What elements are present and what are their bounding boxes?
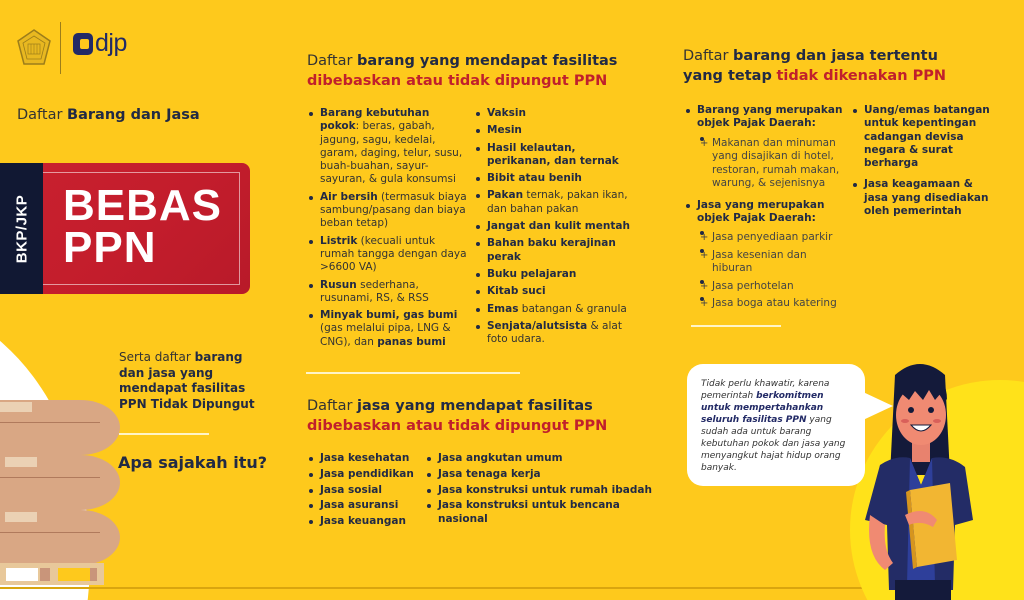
list-item: Jasa keagamaan & jasa yang disediakan oleh pemerintah	[851, 178, 991, 218]
list-item: Minyak bumi, gas bumi (gas melalui pipa, LNG & CNG), dan panas bumi	[307, 309, 467, 349]
banner-title	[63, 181, 223, 272]
section-separator	[691, 325, 781, 327]
list-item: Barang yang merupakan objek Pajak Daerah: + Makanan dan minuman yang disajikan di hotel, restoran, rumah makan, warung, & sejenisnya	[684, 104, 849, 191]
heading-prefix: Daftar	[683, 48, 729, 64]
left-subtitle	[17, 107, 200, 123]
list-item: Kitab suci	[474, 285, 634, 298]
list-item: Jasa kesehatan	[307, 452, 427, 465]
sack-illustration	[0, 510, 120, 565]
caption-bold: barang dan jasa yang mendapat fasilitas PPN Tidak Dipungut	[119, 350, 255, 411]
pallet-illustration	[0, 563, 104, 585]
list-item: Jasa sosial	[307, 484, 427, 497]
sub-list-item: + Jasa boga atau katering	[684, 297, 849, 311]
list-item: Senjata/alutsista & alat foto udara.	[474, 320, 634, 347]
list-item: Bahan baku kerajinan perak	[474, 237, 634, 264]
list-item: Jasa asuransi	[307, 499, 427, 512]
list-item: Uang/emas batangan untuk kepentingan cadangan devisa negara & surat berharga	[851, 104, 991, 170]
list-item: Jasa yang merupakan objek Pajak Daerah: + Jasa penyediaan parkir + Jasa kesenian dan hiburan + Jasa perhotelan + Jasa boga atau katering	[684, 199, 849, 311]
barang-heading	[307, 51, 617, 91]
banner-line-1: BEBAS	[63, 181, 223, 230]
heading-red: tidak dikenakan PPN	[776, 68, 946, 84]
barang-list-col1	[307, 107, 467, 353]
barang-list-col2	[474, 107, 634, 350]
sack-illustration	[0, 455, 120, 510]
jasa-heading	[307, 396, 607, 436]
sub-list-item: + Jasa penyediaan parkir	[684, 231, 849, 245]
tertentu-list-col1	[684, 104, 849, 315]
caption-prefix: Serta daftar	[119, 350, 191, 364]
sub-list	[697, 137, 849, 191]
heading-bold: barang dan jasa tertentu	[733, 48, 938, 64]
banner-side-label	[0, 163, 43, 294]
heading-red: dibebaskan atau tidak dipungut PPN	[307, 418, 608, 434]
speech-bubble-tail	[863, 392, 893, 420]
list-item: Listrik (kecuali untuk rumah tangga dengan daya >6600 VA)	[307, 235, 467, 275]
list-item: Emas batangan & granula	[474, 303, 634, 316]
jasa-list-col2	[425, 452, 655, 528]
sack-tag	[0, 402, 32, 412]
section-separator	[306, 372, 520, 374]
banner-main	[43, 163, 250, 294]
subtitle-prefix: Daftar	[17, 107, 63, 123]
left-question: Apa sajakah itu?	[118, 453, 268, 472]
kemenkeu-emblem-icon	[16, 28, 52, 68]
tertentu-heading	[683, 46, 946, 86]
list-item: Air bersih (termasuk biaya sambung/pasang dan biaya beban tetap)	[307, 191, 467, 231]
heading-bold-2: yang tetap	[683, 68, 772, 84]
sub-list-item: + Jasa perhotelan	[684, 280, 849, 294]
bebas-ppn-banner	[0, 163, 250, 294]
speech-bubble	[687, 364, 865, 486]
sack-tag	[5, 457, 37, 467]
list-item: Barang kebutuhan pokok: beras, gabah, jagung, sagu, kedelai, garam, daging, telur, susu, buah-buahan, sayur-sayuran, & gula konsumsi	[307, 107, 467, 187]
banner-side-text: BKP/JKP	[13, 194, 30, 263]
list-item: Jasa angkutan umum	[425, 452, 655, 465]
list-item: Jasa konstruksi untuk bencana nasional	[425, 499, 655, 526]
tertentu-list-col2	[851, 104, 991, 222]
left-separator	[119, 433, 209, 435]
heading-prefix: Daftar	[307, 398, 353, 414]
heading-bold: jasa yang mendapat fasilitas	[357, 398, 593, 414]
list-item: Vaksin	[474, 107, 634, 120]
list-item: Bibit atau benih	[474, 172, 634, 185]
jasa-list-col1	[307, 452, 427, 531]
list-item: Pakan ternak, pakan ikan, dan bahan pakan	[474, 189, 634, 216]
left-caption	[119, 350, 269, 412]
heading-bold: barang yang mendapat fasilitas	[357, 53, 618, 69]
list-item: Mesin	[474, 124, 634, 137]
heading-red: dibebaskan atau tidak dipungut PPN	[307, 73, 608, 89]
sub-list-item: + Jasa kesenian dan hiburan	[684, 249, 849, 276]
djp-logo-text: djp	[95, 29, 127, 57]
heading-prefix: Daftar	[307, 53, 353, 69]
list-item: Jasa konstruksi untuk rumah ibadah	[425, 484, 655, 497]
logo-divider	[60, 22, 61, 74]
djp-logo	[73, 31, 127, 56]
subtitle-bold: Barang dan Jasa	[67, 107, 200, 123]
sub-list	[697, 231, 849, 311]
banner-line-2: PPN	[63, 223, 157, 272]
bubble-text-2: yang sudah ada untuk barang kebutuhan pokok dan jasa yang menyangkut hajat hidup orang banyak.	[701, 415, 846, 473]
bubble-bold: berkomitmen untuk mempertahankan seluruh fasilitas PPN	[701, 391, 824, 425]
list-item: Jasa keuangan	[307, 515, 427, 528]
list-item: Hasil kelautan, perikanan, dan ternak	[474, 142, 634, 169]
bubble-text-1: Tidak perlu khawatir, karena pemerintah	[701, 379, 830, 401]
list-item: Jangat dan kulit mentah	[474, 220, 634, 233]
list-item: Jasa pendidikan	[307, 468, 427, 481]
sack-illustration	[0, 400, 120, 455]
sack-tag	[5, 512, 37, 522]
djp-logo-icon	[73, 33, 93, 55]
list-item: Jasa tenaga kerja	[425, 468, 655, 481]
list-item: Rusun sederhana, rusunami, RS, & RSS	[307, 279, 467, 306]
list-item: Buku pelajaran	[474, 268, 634, 281]
sub-list-item: + Makanan dan minuman yang disajikan di hotel, restoran, rumah makan, warung, & sejenisnya	[684, 137, 849, 191]
